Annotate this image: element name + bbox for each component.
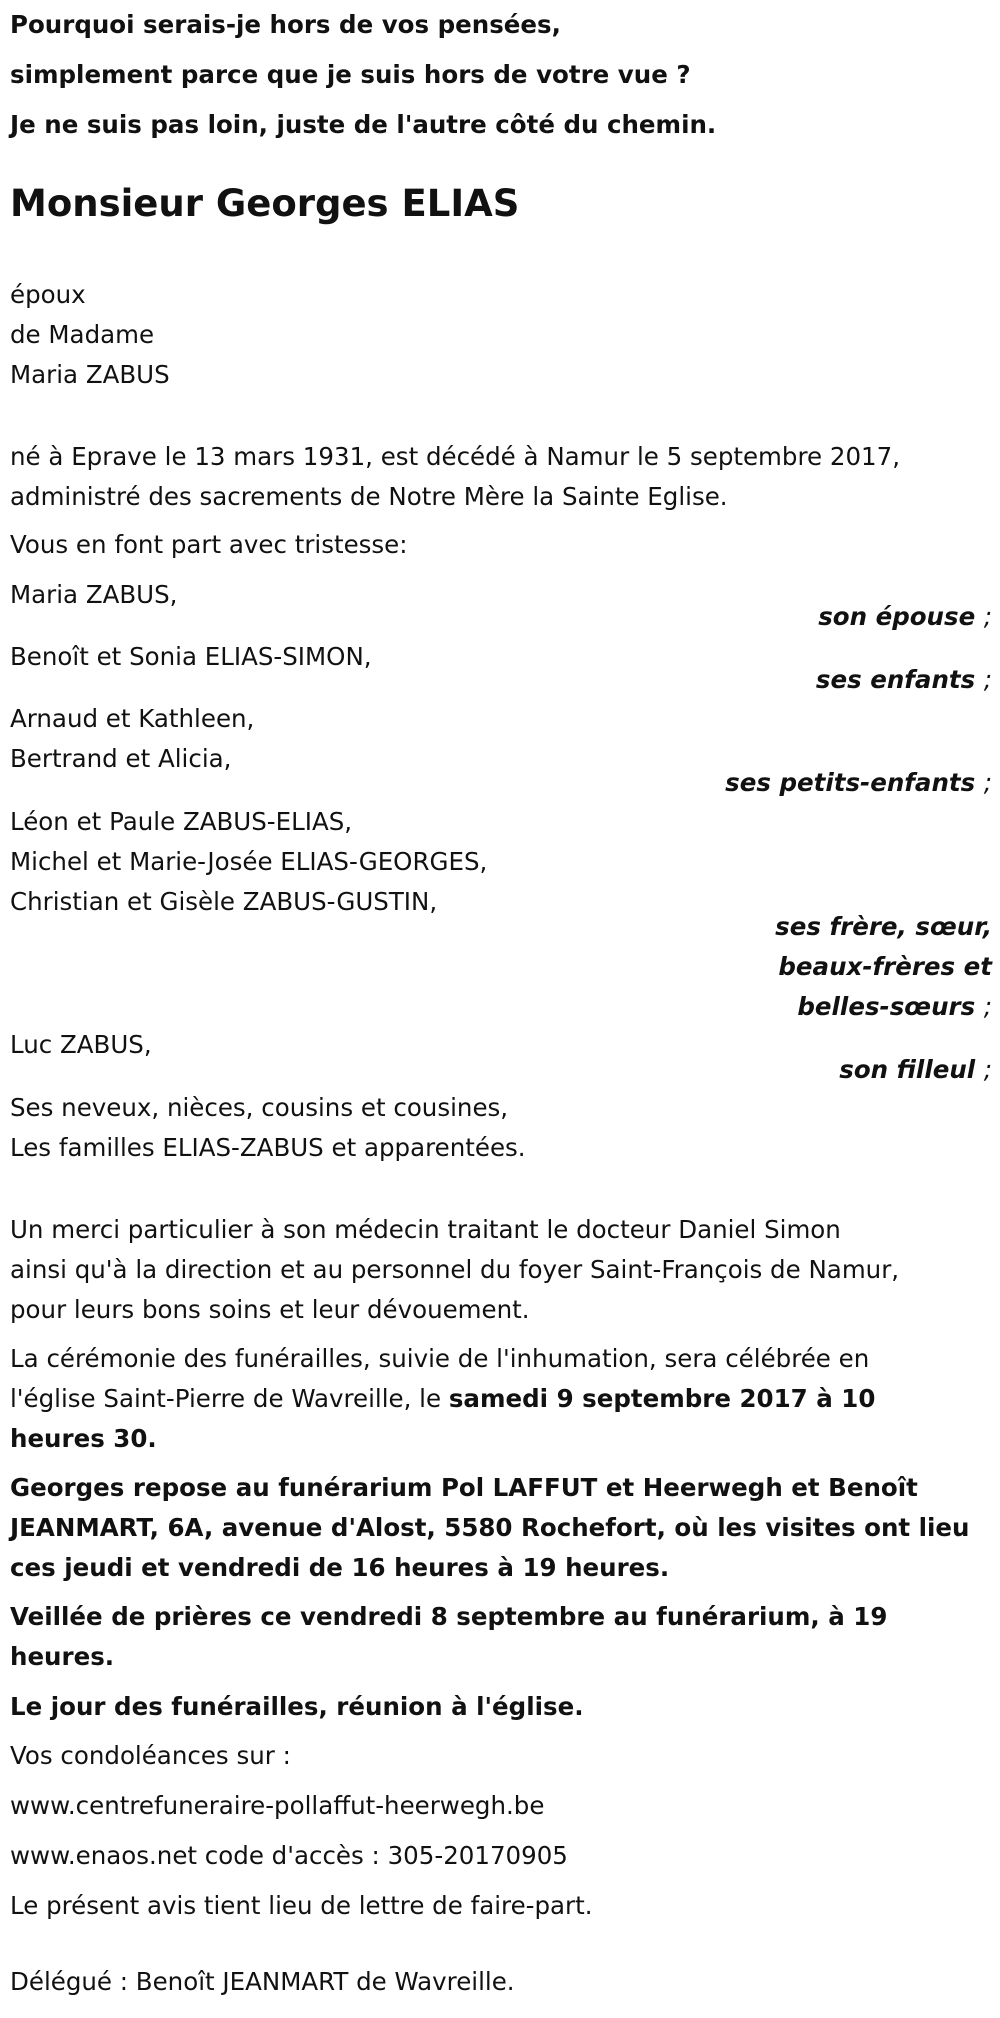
relation-label: belles-sœurs ; bbox=[797, 992, 992, 1021]
funerarium-line: JEANMART, 6A, avenue d'Alost, 5580 Rochefort, où les visites ont lieu bbox=[10, 1513, 970, 1542]
relation-label: ses petits-enfants ; bbox=[725, 768, 992, 797]
family-name: Benoît et Sonia ELIAS-SIMON, bbox=[10, 642, 372, 671]
poem-line-2: simplement parce que je suis hors de votre vue ? bbox=[10, 60, 691, 89]
ceremony-line-3: heures 30. bbox=[10, 1424, 157, 1453]
ceremony-line-1: La cérémonie des funérailles, suivie de l'inhumation, sera célébrée en bbox=[10, 1344, 870, 1373]
funerarium-line: ces jeudi et vendredi de 16 heures à 19 heures. bbox=[10, 1553, 670, 1582]
ceremony-line-2: l'église Saint-Pierre de Wavreille, le samedi 9 septembre 2017 à 10 bbox=[10, 1384, 876, 1413]
condolences-link-1[interactable]: www.centrefuneraire-pollaffut-heerwegh.be bbox=[10, 1791, 545, 1820]
relation-label: son filleul ; bbox=[839, 1055, 992, 1084]
relation-label: son épouse ; bbox=[818, 602, 992, 631]
family-name: Arnaud et Kathleen, bbox=[10, 704, 255, 733]
funerarium-line: Georges repose au funérarium Pol LAFFUT et Heerwegh et Benoît bbox=[10, 1473, 918, 1502]
condolences-link-2[interactable]: www.enaos.net code d'accès : 305-20170905 bbox=[10, 1841, 568, 1870]
notice-text: Le présent avis tient lieu de lettre de faire-part. bbox=[10, 1891, 593, 1920]
condolences-label: Vos condoléances sur : bbox=[10, 1741, 291, 1770]
family-name: Luc ZABUS, bbox=[10, 1030, 152, 1059]
thanks-line: ainsi qu'à la direction et au personnel du foyer Saint-François de Namur, bbox=[10, 1255, 900, 1284]
spouse-line-2: de Madame bbox=[10, 320, 155, 349]
family-name: Maria ZABUS, bbox=[10, 580, 178, 609]
thanks-line: Un merci particulier à son médecin traitant le docteur Daniel Simon bbox=[10, 1215, 841, 1244]
vigil-line: Veillée de prières ce vendredi 8 septembre au funérarium, à 19 bbox=[10, 1602, 888, 1631]
relation-label: ses frère, sœur, bbox=[775, 912, 992, 941]
family-name: Léon et Paule ZABUS-ELIAS, bbox=[10, 807, 353, 836]
others-line: Ses neveux, nièces, cousins et cousines, bbox=[10, 1093, 509, 1122]
relation-label: beaux-frères et bbox=[778, 952, 992, 981]
relation-label: ses enfants ; bbox=[815, 665, 992, 694]
birth-death-line-1: né à Eprave le 13 mars 1931, est décédé à Namur le 5 septembre 2017, bbox=[10, 442, 901, 471]
family-name: Bertrand et Alicia, bbox=[10, 744, 232, 773]
deceased-name: Monsieur Georges ELIAS bbox=[10, 182, 520, 225]
vigil-line: heures. bbox=[10, 1642, 115, 1671]
others-line: Les familles ELIAS-ZABUS et apparentées. bbox=[10, 1133, 526, 1162]
thanks-line: pour leurs bons soins et leur dévouement. bbox=[10, 1295, 530, 1324]
delegate-text: Délégué : Benoît JEANMART de Wavreille. bbox=[10, 1967, 515, 1996]
poem-line-3: Je ne suis pas loin, juste de l'autre côté du chemin. bbox=[10, 110, 717, 139]
announce-text: Vous en font part avec tristesse: bbox=[10, 530, 408, 559]
spouse-line-1: époux bbox=[10, 280, 86, 309]
family-name: Michel et Marie-Josée ELIAS-GEORGES, bbox=[10, 847, 488, 876]
birth-death-line-2: administré des sacrements de Notre Mère la Sainte Eglise. bbox=[10, 482, 728, 511]
poem-line-1: Pourquoi serais-je hors de vos pensées, bbox=[10, 10, 561, 39]
meeting-text: Le jour des funérailles, réunion à l'église. bbox=[10, 1692, 584, 1721]
spouse-line-3: Maria ZABUS bbox=[10, 360, 170, 389]
family-name: Christian et Gisèle ZABUS-GUSTIN, bbox=[10, 887, 438, 916]
